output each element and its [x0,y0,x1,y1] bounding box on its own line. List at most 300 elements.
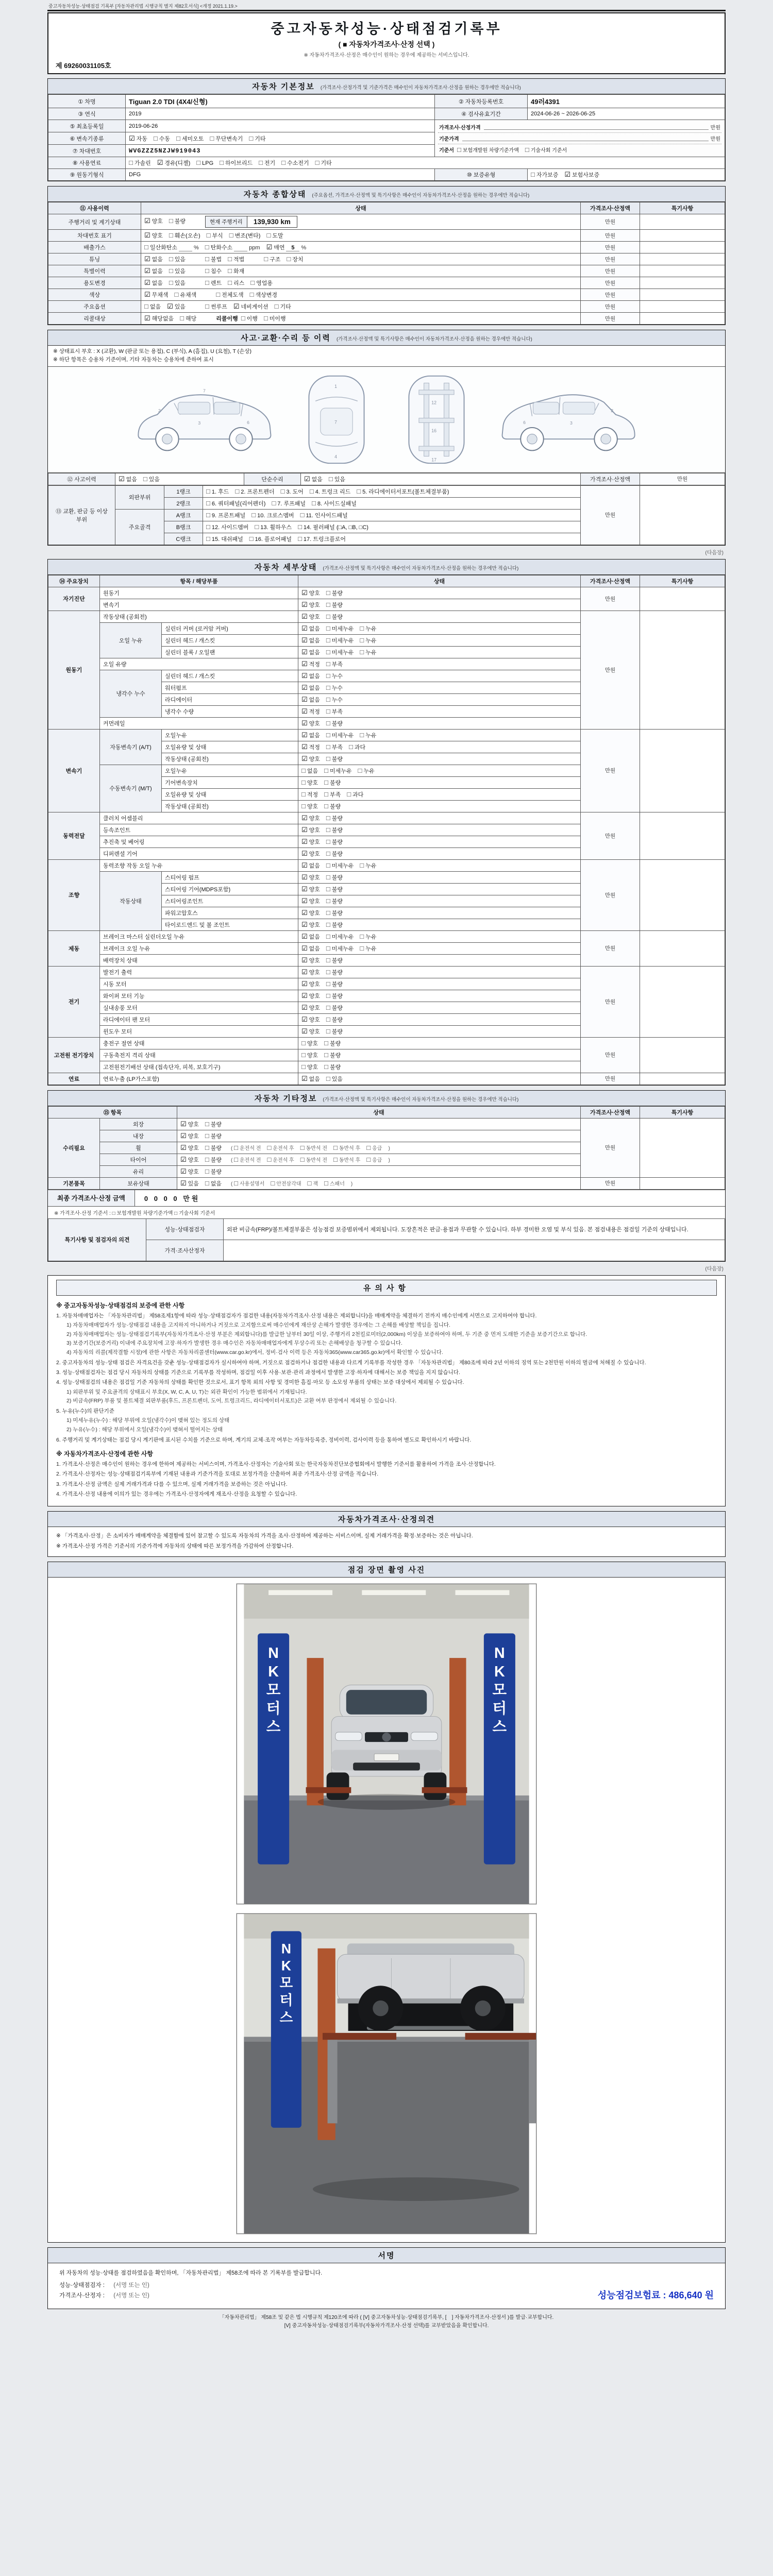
option: □ 불량 [205,1167,222,1175]
car-name-value: Tiguan 2.0 TDI (4X4/신형) [126,95,435,108]
checkbox-glyph: ☑ [144,267,150,275]
checkbox-glyph: □ [301,1039,306,1047]
accident-history-label: ⑫ 사고이력 [48,473,115,485]
option: ☑ 없음 [301,648,320,656]
option: □ 스패너 [324,1179,345,1187]
signature-left [59,2268,322,2301]
table-row: 실린더 헤드 / 개스킷 ☑ 없음 □ 미세누유 □ 누유 [48,634,725,646]
panel-item: □ 14. 필러패널 (□A, □B, □C) [298,522,368,531]
checkbox-glyph: □ [301,778,306,786]
option: ☑ 양호 [301,719,320,727]
notes-heading: ※ 중고자동차성능·상태점검의 보증에 관한 사항 [56,1301,185,1309]
panel-item: □ 1. 후드 [206,487,229,495]
detail-section-header [48,560,725,575]
checkbox-glyph: □ [326,1003,330,1011]
checkbox-glyph: ☑ [144,217,150,225]
notes-item: 1. 자동차매매업자는 「자동차관리법」 제58조제1항에 따라 성능·상태점검자가 점검한 내용(자동차가격조사·산정 내용은 제외합니다)을 매매계약을 체결하기 전까지 매수인에게 서면으로 고지하여야 합니다. [56,1312,537,1319]
option: □ 누수 [326,671,343,680]
checkbox-glyph: □ [324,778,328,786]
checkbox-glyph: □ [274,302,279,310]
option: ☑ 양호 [301,588,320,597]
checkbox-glyph: □ [326,1015,330,1023]
table-row: 조향 동력조향 작동 오일 누유 ☑ 없음 □ 미세누유 □ 누유 만원 [48,859,725,871]
table-row [48,157,725,169]
checkbox-glyph: □ [326,837,330,845]
table-row: 실내송풍 모터 ☑ 양호 □ 불량 [48,1002,725,1013]
checkbox-glyph: □ [250,279,255,286]
checkbox-glyph: ☑ [266,243,273,251]
checkbox-glyph: □ [326,695,330,703]
checkbox-glyph: □ [326,612,330,620]
accident-history-options [115,473,244,485]
checkbox-glyph: ☑ [180,1155,187,1163]
option: □ 불량 [326,612,343,620]
table-row: 변속기 ☑ 양호 □ 불량 [48,599,725,611]
panel-item: □ 11. 인사이드패널 [300,511,348,519]
detailed-condition-table [48,575,725,1085]
checkbox-glyph: □ [266,231,271,239]
checkbox-glyph: ☑ [301,719,308,727]
option: □ 있음 [169,279,186,286]
exchange-panel-table [48,485,725,545]
checkbox-glyph: ☑ [301,873,308,881]
title-block [47,12,726,74]
checkbox-glyph: □ [281,159,286,166]
option: □ 과다 [349,742,366,751]
option: □ 영업용 [250,279,273,286]
signer-line: 성능·상태점검자 : (서명 또는 인) [59,2282,149,2289]
table-row [48,473,725,485]
table-row: 튜닝 ☑ 없음 □ 있음 □ 불법 □ 적법 □ 구조 □ 장치 만원 [48,253,725,265]
notes-item: 5. 누유(누수)의 판단기준 [56,1408,114,1415]
basic-section-header [48,79,725,94]
fee-value: 486,640 원 [668,2290,714,2300]
option: ☑ 양호 [144,217,163,225]
checkbox-glyph: ☑ [301,659,308,668]
section-title: 사고·교환·수리 등 이력 [241,334,331,343]
option: ☑ 없음 [304,474,323,483]
opinion-section-header [48,1512,725,1527]
checkbox-glyph: ☑ [564,171,571,178]
option: ☑ 양호 [180,1131,199,1140]
odometer-box: 현재 주행거리 139,930 km [205,216,297,228]
checkbox-glyph: □ [174,291,179,298]
option: □ 수소전기 [281,159,309,166]
option: □ 미세누유 [326,944,354,952]
table-row: 색상 ☑ 무채색 □ 유채색 □ 전체도색 □ 색상변경 만원 [48,289,725,301]
table-row: 동력전달 클러치 어셈블리 ☑ 양호 □ 불량 만원 [48,812,725,824]
checkbox-glyph: ☑ [301,896,308,905]
price-unit: 만원 [710,137,720,142]
checkbox-glyph: ☑ [167,302,173,310]
warranty-options [528,169,725,181]
checkbox-glyph: □ [267,1155,272,1163]
section-note: (가격조사·산정액 및 특기사항은 매수인이 자동차가격조사·산정을 원하는 경우에만 적습니다) [323,565,519,571]
checkbox-glyph: □ [169,217,173,225]
checkbox-glyph: □ [326,861,330,869]
checkbox-glyph: ☑ [301,1003,308,1011]
panel-item: □ 7. 루프패널 [272,499,306,507]
checkbox-glyph: □ [196,159,201,166]
checkbox-glyph: □ [228,267,232,275]
checkbox-glyph: ☑ [301,731,308,739]
table-row: 기어변속장치 □ 양호 □ 불량 [48,776,725,788]
option: □ 운전석 후 [267,1143,294,1151]
subtitle-note: ※ 자동차가격조사·산정은 매수인이 원하는 경우에 제공하는 서비스입니다. [304,53,469,58]
table-row: 제동 브레이크 마스터 실린더오일 누유 ☑ 없음 □ 미세누유 □ 누유 만원 [48,930,725,942]
option: ☑ 없음 [301,944,320,952]
table-row: 냉각수 누수 실린더 헤드 / 개스킷 ☑ 없음 □ 누수 [48,670,725,682]
svg-text:12: 12 [431,399,436,405]
option: □ 누수 [326,695,343,703]
table-row: 주요옵션 □ 없음 ☑ 있음 □ 썬루프 ☑ 네비게이션 □ 기타 만원 [48,301,725,313]
checkbox-glyph: ☑ [301,837,308,845]
blank-field [484,124,709,130]
checkbox-glyph: □ [326,1027,330,1035]
checkbox-glyph: □ [357,487,361,495]
option: ☑ 양호 [301,873,320,881]
checkbox-glyph: □ [206,231,211,239]
option: □ 동반석 후 [333,1155,361,1163]
option: ☑ 양호 [301,920,320,928]
option: □ 응급 [366,1155,382,1163]
checkbox-glyph: ☑ [301,979,308,988]
checkbox-glyph: □ [326,814,330,822]
table-row: 특기사항 및 점검자의 의견 성능·상태점검자 외판 비금속(FRP)/볼트체결부품은 성능점검 보증범위에서 제외됩니다. 도장흔적은 판금·용접과 무관할 수 있습니다. 하부 경미한 오염 및 부식 있음. 본 점검내용은 점검일 기준의 상태입니다. [48,1218,725,1240]
price-value: 만원 [640,473,725,485]
option: ☑ 양호 [301,956,320,964]
option: □ 탄화수소 ppm [205,243,260,251]
option: □ 불량 [324,778,341,786]
svg-text:3: 3 [198,420,201,426]
checkbox-glyph: □ [531,171,535,178]
checkbox-glyph: □ [263,314,268,322]
checkbox-glyph: □ [326,932,330,940]
notes-subitem: 1) 미세누유(누수) : 해당 부위에 오일(냉각수)이 맺혀 있는 정도의 상태 [66,1417,230,1424]
table-header-row [48,202,725,214]
option: □ 자가보증 [531,171,559,178]
notes-subitem: 4) 자동차의 리콜(제작결함 시정)에 관한 사항은 자동차리콜센터(www.car.go.kr)에서, 정비·검사 이력 등은 자동차365(www.car365.go.kr)에서 확인할 수 있습니다. [66,1349,443,1356]
table-row [48,169,725,181]
notes-item: 2. 중고자동차의 성능·상태 점검은 자격요건을 갖춘 성능·상태점검자가 실시하여야 하며, 거짓으로 점검하거나 점검한 내용과 다르게 기록부를 작성한 경우 「자동차관리법」 제80조에 따라 2년 이하의 징역 또는 2천만원 이하의 벌금에 처해질 수 있습니다. [56,1359,646,1366]
notes-subitem: 1) 자동차매매업자가 성능·상태점검 내용을 고지하지 아니하거나 거짓으로 고지함으로써 매수인에게 재산상 손해가 발생한 경우에는 그 손해를 배상할 책임을 집니다. [66,1321,450,1328]
other-info-table [48,1106,725,1190]
checkbox-glyph: ☑ [301,588,308,597]
section-title: 자동차가격조사·산정의견 [338,1515,435,1524]
option: □ 응급 [366,1143,382,1151]
checkbox-glyph: □ [206,534,210,543]
option: ☑ 없음 [301,624,320,632]
checkbox-glyph: □ [360,636,364,644]
checkbox-glyph: □ [301,766,306,774]
option: □ 불량 [324,802,341,810]
checkbox-glyph: □ [360,861,364,869]
option: □ 누유 [358,766,375,774]
simple-repair-options [301,473,581,485]
checkbox-glyph: ☑ [301,932,308,940]
notes-subitem: 2) 자동차매매업자는 성능·상태점검기록부(자동차가격조사·산정 부분은 제외합니다)를 발급한 날부터 30일 이상, 주행거리 2천킬로미터(2,000km) 이상을 보증하여야 하며, 두 기준 중 먼저 도래한 기준을 보증기간으로 합니다. [66,1331,587,1337]
checkbox-glyph: □ [205,243,209,251]
option: □ 불량 [326,908,343,917]
option: □ 불법 [205,255,222,263]
option: ☑ 없음 [301,683,320,691]
checkbox-glyph: □ [349,742,353,751]
table-row: 워터펌프 ☑ 없음 □ 누수 [48,682,725,693]
option: □ 불량 [326,1015,343,1023]
checkbox-glyph: □ [326,885,330,893]
section-signature [47,2247,726,2309]
checkbox-glyph: ☑ [301,671,308,680]
table-row: 배출가스 □ 일산화탄소 % □ 탄화수소 ppm ☑ 매연 5 % 만원 [48,242,725,253]
table-row: 전기 발전기 출력 ☑ 양호 □ 불량 만원 [48,966,725,978]
table-row: 스티어링 기어(MDPS포함) ☑ 양호 □ 불량 [48,883,725,895]
table-row: 유리 ☑ 양호 □ 불량 [48,1165,725,1177]
checkbox-glyph: □ [144,243,148,251]
option: ☑ 양호 [180,1143,199,1151]
option: ☑ 네비게이션 [233,302,268,310]
option: □ 불량 [324,1039,341,1047]
option: ☑ 없음 [119,474,137,483]
option: □ 잭 [307,1179,318,1187]
option: □ 보험개발원 차량기준가액 [457,146,519,154]
checkbox-glyph: □ [169,255,173,263]
option: □ 양호 [301,1039,318,1047]
column-header: ⑪ 사용이력 [48,202,141,214]
checkbox-glyph: ☑ [301,1015,308,1023]
svg-text:2: 2 [158,408,161,413]
option: □ 불량 [324,1062,341,1071]
checkbox-glyph: □ [326,731,330,739]
legend-line-1: ※ 상태표시 부호 : X (교환), W (판금 또는 용접), C (부식), A (흠집), U (요철), T (손상) [53,348,251,354]
checkbox-glyph: □ [249,534,254,543]
footer-line: [V] 중고자동차성능·상태점검기록부(자동차가격조사·산정 선택)를 교부받았음을 확인합니다. [284,2323,489,2329]
checkbox-glyph: □ [360,648,364,656]
option: ☑ 양호 [301,896,320,905]
checkbox-glyph: □ [301,790,306,798]
assessed-price-label: 가격조사·산정가격 [439,125,481,131]
checkbox-glyph: □ [264,255,268,263]
section-note: (주요옵션, 가격조사·산정액 및 특기사항은 매수인이 자동차가격조사·산정을 원하는 경우에만 적습니다) [312,193,530,198]
checkbox-glyph: ☑ [180,1167,187,1175]
checkbox-glyph: □ [210,134,214,142]
field-label: ⑦ 차대번호 [48,145,126,157]
option: □ 도말 [266,231,283,239]
option: □ 운전석 전 [234,1155,261,1163]
checkbox-glyph: □ [169,279,173,286]
document-sheet [47,0,726,2330]
checkbox-glyph: □ [326,683,330,691]
option: ☑ 양호 [301,754,320,762]
option: □ 불량 [326,1027,343,1035]
section-title: 자동차 세부상태 [254,563,317,572]
checkbox-glyph: □ [205,1155,209,1163]
option: ☑ 양호 [180,1167,199,1175]
checkbox-glyph: □ [324,766,328,774]
checkbox-glyph: □ [326,636,330,644]
notes-subitem: 3) 보증기간(보증거리) 이내에 주요장치에 고장·하자가 발생한 경우 매수인은 자동차매매업자에게 무상수리 또는 손해배상을 청구할 수 있습니다. [66,1340,402,1347]
field-label: ① 차명 [48,95,126,108]
checkbox-glyph: □ [328,474,333,483]
notes-subitem: 1) 외판부위 및 주요골격의 상태표시 부호(X, W, C, A, U, T)는 외관 확인이 가능한 범위에서 기재됩니다. [66,1388,307,1395]
checkbox-glyph: □ [326,742,330,751]
notes-item: 3. 성능·상태점검자는 점검 당시 자동차의 상태를 기준으로 기록부를 작성하며, 점검일 이후 사용·보관·관리 과정에서 발생한 고장·하자에 대해서는 보증 책임을 지지 않습니다. [56,1369,460,1376]
column-header: 상태 [141,202,581,214]
checkbox-glyph: □ [301,1062,306,1071]
final-price-value: 0 0 0 0 만원 [144,1194,200,1202]
simple-repair-label: 단순수리 [244,473,301,485]
option: □ 일산화탄소 % [144,243,199,251]
blank-field [462,135,709,141]
checkbox-glyph: ☑ [301,1074,308,1082]
table-row: 스티어링조인트 ☑ 양호 □ 불량 [48,895,725,907]
option: □ 있음 [169,255,186,263]
checkbox-glyph: ☑ [301,624,308,632]
svg-text:2: 2 [611,408,614,413]
final-price-label: 최종 가격조사·산정 금액 [48,1190,135,1206]
checkbox-glyph: □ [229,231,233,239]
checkbox-glyph: ☑ [144,291,150,298]
table-row: 배력장치 상태 ☑ 양호 □ 불량 [48,954,725,966]
checkbox-glyph: □ [333,1155,338,1163]
table-row: 오일 유량 ☑ 적정 □ 부족 [48,658,725,670]
basis-book-label: 기준서 [439,148,454,154]
field-label: ② 자동차등록번호 [435,95,528,108]
section-other-info [47,1090,726,1262]
price-basis-note: ※ 가격조사·산정 기준서 : □ 보험개발원 차량기준가액 □ 기술사회 기준서 [48,1206,725,1218]
option: ☑ 있음 [167,302,186,310]
checkbox-glyph: □ [272,499,276,507]
option: □ 미세누유 [326,624,354,632]
accident-history-table [48,473,725,485]
checkbox-glyph: ☑ [301,1027,308,1035]
svg-text:6: 6 [247,419,249,425]
checkbox-glyph: □ [360,944,364,952]
option: □ 누유 [360,636,377,644]
table-row: 등속조인트 ☑ 양호 □ 불량 [48,824,725,836]
checkbox-glyph: ☑ [301,648,308,656]
option: □ 불량 [326,968,343,976]
checkbox-glyph: □ [153,134,158,142]
option: □ 해당 [180,314,197,322]
option: □ 부족 [326,742,343,751]
option: ☑ 양호 [180,1120,199,1128]
option: ☑ 양호 [301,979,320,988]
option: □ 미세누유 [326,731,354,739]
checkbox-glyph: □ [205,1120,209,1128]
table-row: 작동상태 스티어링 펌프 ☑ 양호 □ 불량 [48,871,725,883]
table-row: 특별이력 ☑ 없음 □ 있음 □ 침수 □ 화재 만원 [48,265,725,277]
overall-condition-table [48,202,725,325]
option: □ 기타 [315,159,332,166]
option: □ 색상변경 [249,291,278,298]
remarks-label: 특기사항 및 점검자의 의견 [48,1218,146,1261]
svg-text:6: 6 [523,419,526,425]
state-code-legend [48,346,725,367]
vin-value: WVGZZZ5NZJW919043 [126,145,435,157]
exchange-label: ⑬ 교환, 판금 등 이상 부위 [48,485,115,545]
checkbox-glyph: □ [234,1179,239,1187]
checkbox-glyph: □ [249,134,254,142]
panel-item: □ 16. 플로어패널 [249,534,292,543]
option: □ 미세누유 [326,932,354,940]
option: □ 불량 [169,217,186,225]
checkbox-glyph: ☑ [301,754,308,762]
checkbox-glyph: □ [205,267,209,275]
option: □ 미세누유 [326,636,354,644]
checkbox-glyph: □ [324,802,328,810]
table-row: B랭크 □ 12. 사이드멤버 □ 13. 휠하우스 □ 14. 필러패널 (□A, □B, □C) [48,521,725,533]
checkbox-glyph: □ [366,1155,371,1163]
checkbox-glyph: □ [358,766,362,774]
table-row: 작동상태 (공회전) ☑ 양호 □ 불량 [48,753,725,765]
opinion-line: ※ 가격조사·산정 가격은 기준서의 기준가격에 자동차의 상태에 따른 보정가격을 가감하여 산정합니다. [56,1543,294,1549]
checkbox-glyph: □ [326,600,330,608]
option: □ 세미오토 [176,134,204,142]
option: ☑ 적정 [301,742,320,751]
option: □ 구조 [264,255,281,263]
option: ☑ 양호 [301,825,320,834]
checkbox-glyph: □ [333,1143,338,1151]
option: □ 썬루프 [205,302,227,310]
checkbox-glyph: ☑ [301,885,308,893]
checkbox-glyph: ☑ [157,159,163,166]
checkbox-glyph: □ [326,956,330,964]
field-label: ⑥ 변속기종류 [48,132,126,145]
column-header: 특기사항 [640,202,725,214]
checkbox-glyph: □ [326,968,330,976]
checkbox-glyph: □ [326,991,330,999]
table-row: 주요골격 A랭크 □ 9. 프론트패널 □ 10. 크로스멤버 □ 11. 인사이드패널 [48,509,725,521]
overall-section-header [48,187,725,202]
checkbox-glyph: □ [301,802,306,810]
table-row: 변속기 자동변속기 (A/T) 오일누유 ☑ 없음 □ 미세누유 □ 누유 만원 [48,729,725,741]
front-lift-photo-art [237,1584,536,1904]
checkbox-glyph: □ [326,671,330,680]
table-row: 냉각수 수량 ☑ 적정 □ 부족 [48,705,725,717]
option: ☑ 없음 [301,695,320,703]
checkbox-glyph: □ [360,624,364,632]
opinion-lines [48,1527,725,1556]
option: ☑ 양호 [144,231,163,239]
lift-post-left [307,1658,323,1805]
field-label: ④ 검사유효기간 [435,108,528,120]
option: □ 양호 [301,1062,318,1071]
option: ☑ 양호 [301,1027,320,1035]
column-header: 가격조사·산정액 [581,202,640,214]
panel-item: □ 17. 트렁크플로어 [298,534,346,543]
section-title: 자동차 종합상태 [243,190,307,199]
option: □ 없음 [301,766,318,774]
option: □ 불량 [326,814,343,822]
checkbox-glyph: ☑ [301,742,308,751]
checkbox-glyph: □ [144,302,148,310]
option: □ 기타 [274,302,291,310]
checkbox-glyph: □ [360,932,364,940]
table-row: 기본품목 보유상태 ☑ 있음 □ 없음 ( □ 사용설명서 □ 안전삼각대 □ 잭 □ 스패너 ) 만원 [48,1177,725,1189]
checkbox-glyph: □ [129,159,133,166]
table-row: 윈도우 모터 ☑ 양호 □ 불량 [48,1025,725,1037]
option: □ 미세누유 [324,766,352,774]
table-row: 파워고압호스 ☑ 양호 □ 불량 [48,907,725,919]
section-accident-history [47,330,726,546]
car-diagram-bottom [395,372,478,467]
option: ☑ 적정 [301,707,320,715]
option: ☑ 양호 [301,1003,320,1011]
option: □ 불량 [326,600,343,608]
checkbox-glyph: ☑ [180,1120,187,1128]
svg-text:7: 7 [334,419,337,425]
panel-item: □ 3. 도어 [280,487,304,495]
